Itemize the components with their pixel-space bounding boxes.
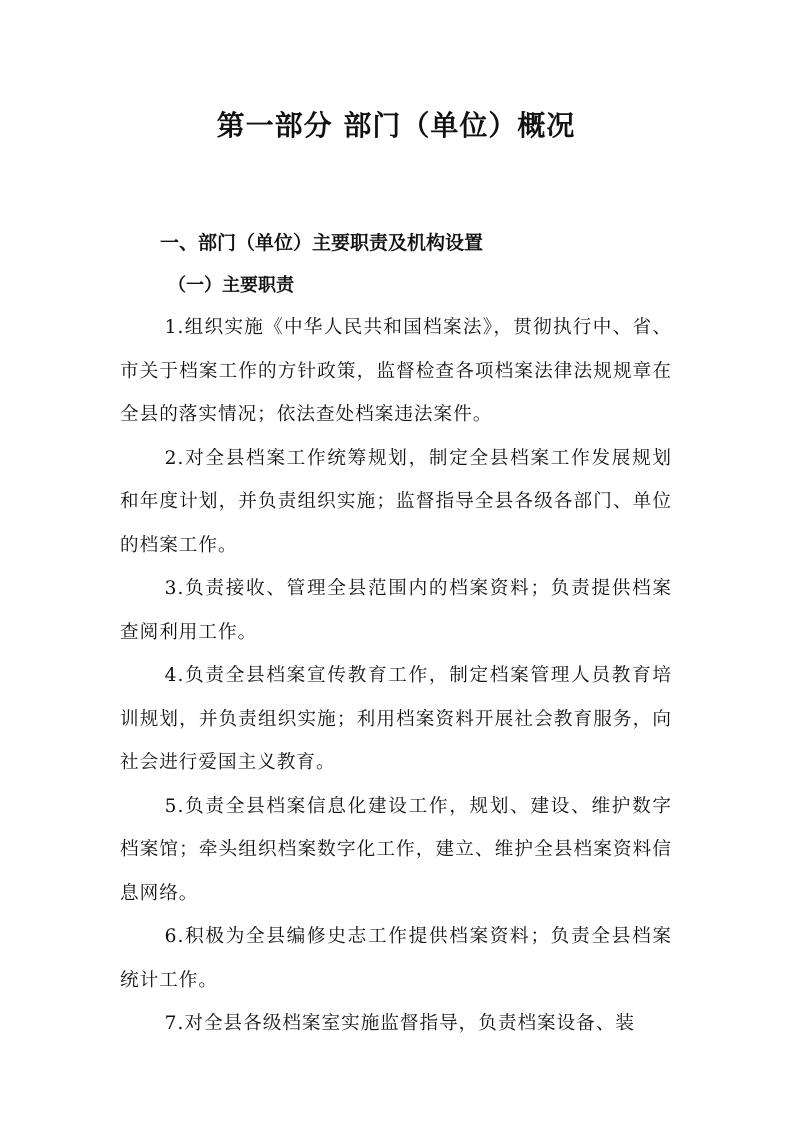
- section-heading: 一、部门（单位）主要职责及机构设置: [160, 232, 484, 254]
- paragraph-2: 2.对全县档案工作统筹规划，制定全县档案工作发展规划和年度计划，并负责组织实施；监督指导全县各级各部门、单位的档案工作。: [120, 447, 672, 556]
- paragraph-7: 7.对全县各级档案室实施监督指导，负责档案设备、装: [164, 1013, 636, 1034]
- page-title: 第一部分 部门（单位）概况: [216, 109, 576, 142]
- paragraph-4: 4.负责全县档案宣传教育工作，制定档案管理人员教育培训规划，并负责组织实施；利用档案资料开展社会教育服务，向社会进行爱国主义教育。: [120, 665, 672, 773]
- paragraph-5: 5.负责全县档案信息化建设工作，规划、建设、维护数字档案馆；牵头组织档案数字化工作，建立、维护全县档案资料信息网络。: [120, 795, 672, 904]
- paragraph-3: 3.负责接收、管理全县范围内的档案资料；负责提供档案查阅利用工作。: [120, 578, 672, 643]
- body-text: [120, 306, 672, 1046]
- paragraph-1: 1.组织实施《中华人民共和国档案法》，贯彻执行中、省、市关于档案工作的方针政策，监督检查各项档案法律法规规章在全县的落实情况；依法查处档案违法案件。: [120, 317, 672, 425]
- paragraph-6: 6.积极为全县编修史志工作提供档案资料；负责全县档案统计工作。: [120, 926, 672, 991]
- sub-heading: （一）主要职责: [168, 275, 294, 296]
